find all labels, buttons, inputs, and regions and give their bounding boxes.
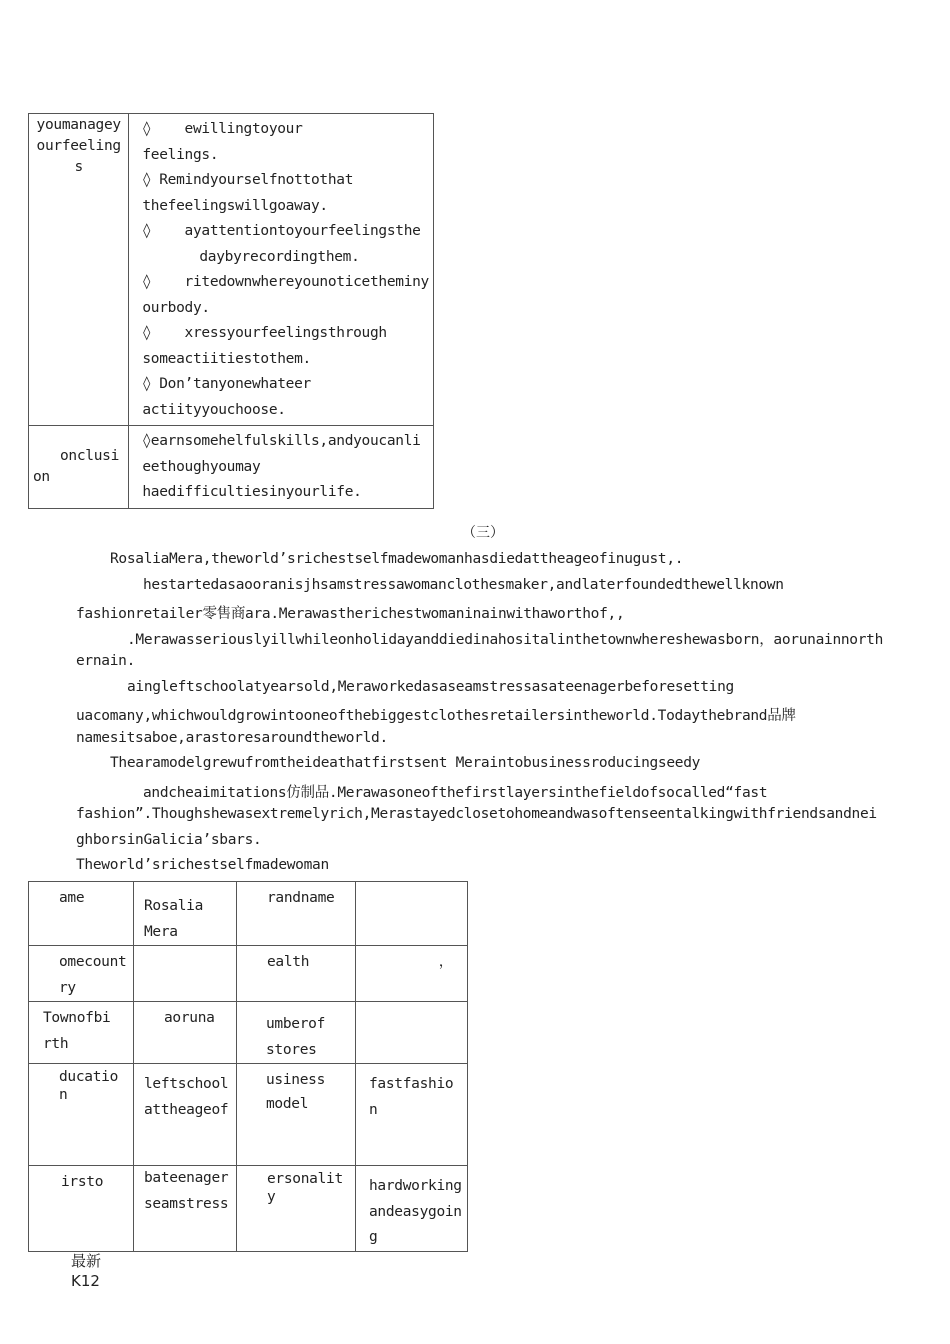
table-row bbox=[29, 1166, 468, 1252]
tip-line: ◊ Remindyourselfnottothat bbox=[142, 172, 354, 188]
table-cell: ealth bbox=[237, 946, 356, 1002]
conclusion-line: eethoughyoumay bbox=[142, 458, 261, 475]
table-cell bbox=[134, 1166, 237, 1252]
passage-line: Thearamodelgrewufromtheideathatfirstsent Meraintobusinessroducingseedy bbox=[110, 755, 701, 771]
passage-line: ghborsinGalicia’sbars. bbox=[76, 832, 262, 848]
profile-table bbox=[28, 881, 468, 1252]
tips-cell bbox=[129, 114, 434, 426]
cell-text: umberof stores bbox=[266, 1016, 326, 1058]
table-cell bbox=[356, 1166, 468, 1252]
footer-line: 最新 bbox=[71, 1252, 102, 1270]
passage-line: hestartedasaooranisjhsamstressawomanclothesmaker,andlaterfoundedthewellknown bbox=[143, 577, 784, 593]
tip-line: ◊ ritedownwhereyounoticetheminy bbox=[142, 274, 429, 290]
section-heading: （三） bbox=[462, 525, 504, 541]
tip-line: ◊ xressyourfeelingsthrough bbox=[142, 325, 387, 341]
cell-text: usiness model bbox=[266, 1072, 326, 1112]
tip-line: actiityyouchoose. bbox=[142, 401, 286, 418]
tip-line: ◊ Don’tanyonewhateer bbox=[142, 376, 311, 392]
table-row bbox=[29, 946, 468, 1002]
footer-line: K12 bbox=[71, 1272, 100, 1290]
table-cell bbox=[356, 882, 468, 946]
tip-line: feelings. bbox=[142, 146, 219, 163]
cell-text: leftschool attheageof bbox=[144, 1076, 229, 1118]
table-cell bbox=[237, 1166, 356, 1252]
passage-line: aingleftschoolatyearsold,Meraworkedasaseamstressasateenagerbeforesetting bbox=[127, 679, 734, 695]
passage-line: uacomany,whichwouldgrowintooneofthebiggestclothesretailersintheworld.Todaythebrand品牌 bbox=[76, 708, 796, 724]
table-cell bbox=[29, 946, 134, 1002]
footer-label bbox=[71, 1251, 101, 1291]
passage-line: fashionretailer零售商ara.Merawastherichestwomaninainwithaworthof,, bbox=[76, 606, 625, 622]
label-line: ourfeeling bbox=[36, 138, 121, 154]
table-cell: irsto bbox=[29, 1166, 134, 1252]
feelings-table bbox=[28, 113, 434, 509]
row-label-conclusion bbox=[29, 426, 129, 509]
table-cell bbox=[29, 1002, 134, 1064]
table-cell: ， bbox=[356, 946, 468, 1002]
label-line: s bbox=[74, 159, 83, 175]
table-cell: ame bbox=[29, 882, 134, 946]
tip-line: ourbody. bbox=[142, 299, 210, 316]
passage-line: fashion”.Thoughshewasextremelyrich,Merastayedclosetohomeandwasoftenseentalkingwithfriendsandnei bbox=[76, 806, 877, 822]
table-cell bbox=[134, 882, 237, 946]
passage-line: namesitsaboe,arastoresaroundtheworld. bbox=[76, 730, 388, 746]
tip-line: daybyrecordingthem. bbox=[199, 248, 360, 265]
conclusion-cell bbox=[129, 426, 434, 509]
label-line: onclusi bbox=[60, 448, 120, 464]
cell-text: ersonality bbox=[267, 1171, 343, 1205]
table-cell bbox=[29, 1064, 134, 1166]
table-row bbox=[29, 1002, 468, 1064]
table-cell: randname bbox=[237, 882, 356, 946]
table-cell bbox=[356, 1064, 468, 1166]
tip-line: thefeelingswillgoaway. bbox=[142, 197, 328, 214]
cell-line: Rosalia Mera bbox=[144, 898, 204, 940]
cell-text: fastfashion bbox=[369, 1076, 454, 1118]
tip-line: ◊ ewillingtoyour bbox=[142, 121, 303, 137]
passage-line: RosaliaMera,theworld’srichestselfmadewomanhasdiedattheageofinugust,. bbox=[110, 551, 684, 567]
cell-text: ducation bbox=[59, 1069, 119, 1103]
table-cell bbox=[237, 1064, 356, 1166]
passage-line: ernain. bbox=[76, 653, 136, 669]
tip-line: someactiitiestothem. bbox=[142, 350, 311, 367]
conclusion-line: haedifficultiesinyourlife. bbox=[142, 484, 362, 500]
table-cell: aoruna bbox=[134, 1002, 237, 1064]
passage-line: andcheaimitations仿制品.Merawasoneofthefirstlayersinthefieldofsocalled“fast bbox=[143, 785, 768, 801]
table-cell bbox=[356, 1002, 468, 1064]
cell-text: Townofbirth bbox=[43, 1010, 111, 1052]
tip-line: ◊ ayattentiontoyourfeelingsthe bbox=[142, 223, 421, 239]
table-cell bbox=[134, 946, 237, 1002]
cell-text: bateenager seamstress bbox=[144, 1170, 229, 1212]
table-cell bbox=[134, 1064, 237, 1166]
cell-text: hardworking andeasygoing bbox=[369, 1178, 462, 1245]
table-row bbox=[29, 426, 434, 509]
table-row bbox=[29, 114, 434, 426]
passage-line: .Merawasseriouslyillwhileonholidayanddiedinahositalinthetownwhereshewasborn，aorunainnorth bbox=[127, 632, 884, 648]
table-row bbox=[29, 1064, 468, 1166]
passage-line: Theworld’srichestselfmadewoman bbox=[76, 857, 329, 873]
row-label-manage-feelings bbox=[29, 114, 129, 426]
label-line: youmanagey bbox=[36, 117, 121, 133]
label-line: on bbox=[33, 469, 50, 485]
table-cell bbox=[237, 1002, 356, 1064]
table-row bbox=[29, 882, 468, 946]
cell-text: omecountry bbox=[59, 954, 127, 996]
conclusion-line: ◊earnsomehelfulskills,andyoucanli bbox=[142, 433, 421, 449]
